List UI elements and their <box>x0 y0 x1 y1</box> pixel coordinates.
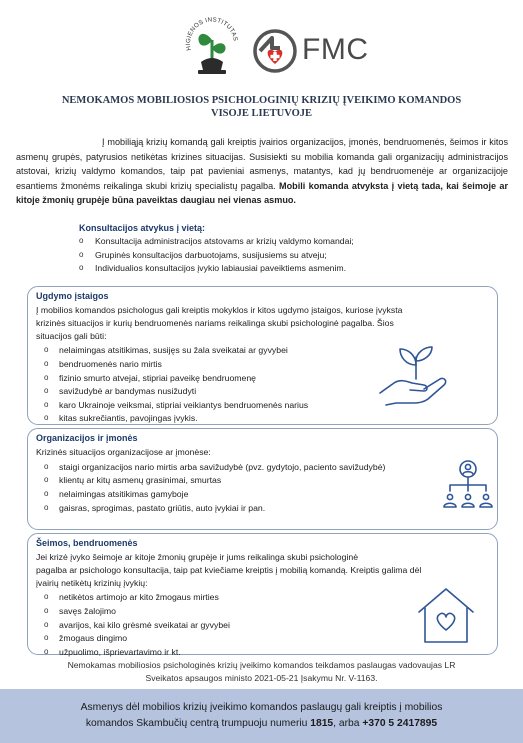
list-item: o bendruomenės nario mirtis <box>36 358 489 372</box>
short-phone-number[interactable]: 1815 <box>310 717 334 729</box>
list-item: o žmogaus dingimo <box>36 632 489 646</box>
intro-text: Į mobiliąją krizių komandą gali kreiptis įvairios organizacijos, įmonės, bendruomenės, šeimos ir kitos asmenų grupės, patyrusios netikėtas krizines situacijas. Susisiekti su mobilia komanda gali organizacijų administracijos atstovai, krizių valdymo komandos, taip pat pavieniai asmenys, matantys, kad jų bendruomenėje ar organizacijoje esantiems žmonėms reikalinga skubi krizių specialistų pagalba. <box>16 137 508 191</box>
consultations-section <box>79 223 499 276</box>
families-text-line: įvairių netikėtų krizinių įvykių: <box>36 577 148 588</box>
list-item: o nelaimingas atsitikimas gamyboje <box>36 488 489 502</box>
list-item: o savęs žalojimo <box>36 605 489 619</box>
education-title: Ugdymo įstaigos <box>36 291 109 301</box>
contact-line <box>0 716 523 732</box>
education-text-line: krizinės situacijos ir kurių bendruomenės nariams reikalinga skubi psichologinė pagalba. Šios <box>36 317 394 328</box>
page-title: NEMOKAMOS MOBILIOSIOS PSICHOLOGINIŲ KRIZIŲ ĮVEIKIMO KOMANDOS <box>61 95 462 106</box>
education-text-line: situacijos gali būti: <box>36 330 107 341</box>
families-text-line: Jei krizė įvyko šeimoje ar kitoje žmonių grupėje ir jums reikalinga skubi psichologinė <box>36 552 359 562</box>
education-text-line: Į mobilios komandos psichologus gali kreiptis mokyklos ir kitos ugdymo įstaigos, kuriose įvyksta <box>36 305 403 315</box>
organizations-title: Organizacijos ir įmonės <box>36 433 138 443</box>
families-text-line: pagalba ar psichologo konsultacija, taip pat kviečiame kreiptis į mobilią komandą. Kreiptis galima dėl <box>36 564 422 575</box>
hand-with-plant-icon <box>376 343 456 407</box>
phone-number[interactable]: +370 5 2417895 <box>362 717 438 729</box>
list-item: o fizinio smurto atvejai, stipriai paveikę bendruomenę <box>36 372 489 386</box>
contact-text: , arba <box>333 717 363 729</box>
logo-arc-text: HIGIENOS INSTITUTAS <box>184 16 239 52</box>
list-item: o Individualios konsultacijos įvykio labiausiai paveiktiems asmenim. <box>79 262 499 276</box>
higienos-institutas-logo <box>183 10 241 86</box>
intro-bold-text: Mobili komanda atvyksta į vietą tada, kai šeimoje ar kitoje žmonių grupėje būna paveiktas daugiau nei vienas asmuo. <box>16 180 508 206</box>
list-item: o kitas sukrečiantis, pavojingas įvykis. <box>36 412 489 426</box>
intro-paragraph <box>16 135 508 208</box>
list-item: o Konsultacija administracijos atstovams ar krizių valdymo komandai; <box>79 235 499 249</box>
list-item: o netikėtos artimojo ar kito žmogaus mirties <box>36 591 489 605</box>
list-item: o nelaimingas atsitikimas, susijęs su žala sveikatai ar gyvybei <box>36 344 489 358</box>
contact-text: komandos Skambučių centrą trumpuoju numeriu <box>85 717 311 729</box>
families-box <box>27 533 498 655</box>
list-item: o klientų ar kitų asmenų grasinimai, smurtas <box>36 474 489 488</box>
organization-hierarchy-icon <box>442 459 494 513</box>
page-subtitle: VISOJE LIETUVOJE <box>210 108 313 119</box>
list-item: o Grupinės konsultacijos darbuotojams, susijusiems su atveju; <box>79 249 499 263</box>
legal-note <box>30 659 493 685</box>
legal-note-line: Sveikatos apsaugos ministo 2021-05-21 Įsakymu Nr. V-1163. <box>145 673 378 683</box>
list-item: o savižudybė ar bandymas nusižudyti <box>36 385 489 399</box>
contact-banner <box>0 689 523 743</box>
organizations-box <box>27 428 498 530</box>
list-item: o užpuolimo, išprievartavimo ir kt. <box>36 646 489 660</box>
consultations-title: Konsultacijos atvykus į vietą: <box>79 223 206 233</box>
list-item: o staigi organizacijos nario mirtis arba savižudybė (pvz. gydytojo, paciento savižudybė) <box>36 461 489 475</box>
education-box <box>27 286 498 425</box>
contact-line: Asmenys dėl mobilios krizių įveikimo komandos paslaugų gali kreiptis į mobilios <box>80 702 443 713</box>
legal-note-line: Nemokamas mobiliosios psichologinės krizių įveikimo komandos teikdamos paslaugas vadovaujas LR <box>67 660 456 670</box>
list-item: o gaisras, sprogimas, pastato griūtis, auto įvykiai ir pan. <box>36 502 489 516</box>
house-heart-icon <box>413 584 479 646</box>
fmc-logo <box>252 28 372 74</box>
list-item: o avarijos, kai kilo grėsmė sveikatai ar gyvybei <box>36 619 489 633</box>
list-item: o karo Ukrainoje veiksmai, stipriai veikiantys bendruomenės narius <box>36 399 489 413</box>
organizations-intro: Krizinės situacijos organizacijose ar įmonėse: <box>36 447 211 457</box>
fmc-logo-text: FMC <box>302 33 369 66</box>
families-title: Šeimos, bendruomenės <box>36 538 138 548</box>
